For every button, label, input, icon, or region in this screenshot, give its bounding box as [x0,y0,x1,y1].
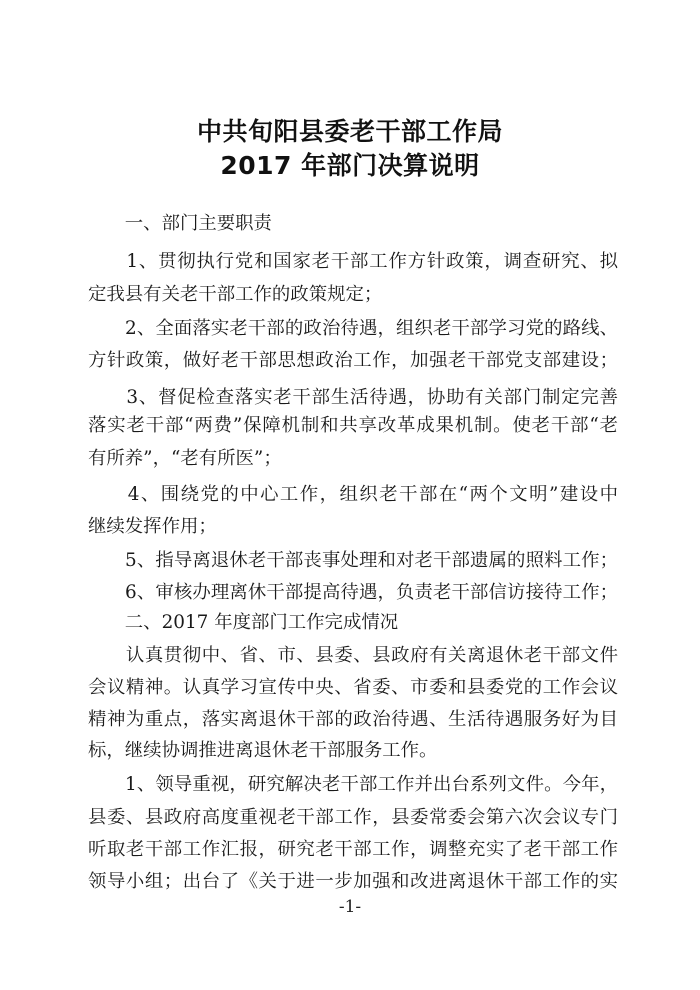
body-line: 有所养”，“老有所医”； [88,448,282,469]
body-line: 方针政策，做好老干部思想政治工作，加强老干部党支部建设； [88,350,618,371]
body-line: 3、督促检查落实老干部生活待遇，协助有关部门制定完善 [88,387,618,408]
body-line: 定我县有关老干部工作的政策规定； [88,284,383,305]
body-line: 1、领导重视，研究解决老干部工作并出台系列文件。今年， [88,774,618,795]
body-line: 落实老干部“两费”保障机制和共享改革成果机制。使老干部“老 [88,415,618,436]
body-line: 县委、县政府高度重视老干部工作，县委常委会第六次会议专门 [88,807,618,828]
page-number: -1- [338,897,362,917]
body-line: 听取老干部工作汇报，研究老干部工作，调整充实了老干部工作 [88,839,618,860]
body-line: 1、贯彻执行党和国家老干部工作方针政策，调查研究、拟 [88,251,618,272]
section-heading-2: 二、2017 年度部门工作完成情况 [88,612,399,633]
body-line: 标，继续协调推进离退休老干部服务工作。 [88,740,438,761]
body-line: 精神为重点，落实离退休干部的政治待遇、生活待遇服务好为目 [88,709,618,730]
body-line: 6、审核办理离休干部提高待遇，负责老干部信访接待工作； [88,582,618,603]
body-line: 领导小组；出台了《关于进一步加强和改进离退休干部工作的实 [88,871,618,892]
section-heading-1: 一、部门主要职责 [88,213,272,234]
document-title-line-2: 2017 年部门决算说明 [220,151,480,180]
document-title-line-1: 中共旬阳县委老干部工作局 [196,117,503,146]
body-line: 4、围绕党的中心工作，组织老干部在“两个文明”建设中 [88,484,618,505]
body-line: 2、全面落实老干部的政治待遇，组织老干部学习党的路线、 [88,318,618,339]
body-line: 继续发挥作用； [88,516,217,537]
body-line: 认真贯彻中、省、市、县委、县政府有关离退休老干部文件 [88,645,618,666]
body-line: 5、指导离退休老干部丧事处理和对老干部遗属的照料工作； [88,550,618,571]
body-line: 会议精神。认真学习宣传中央、省委、市委和县委党的工作会议 [88,677,618,698]
